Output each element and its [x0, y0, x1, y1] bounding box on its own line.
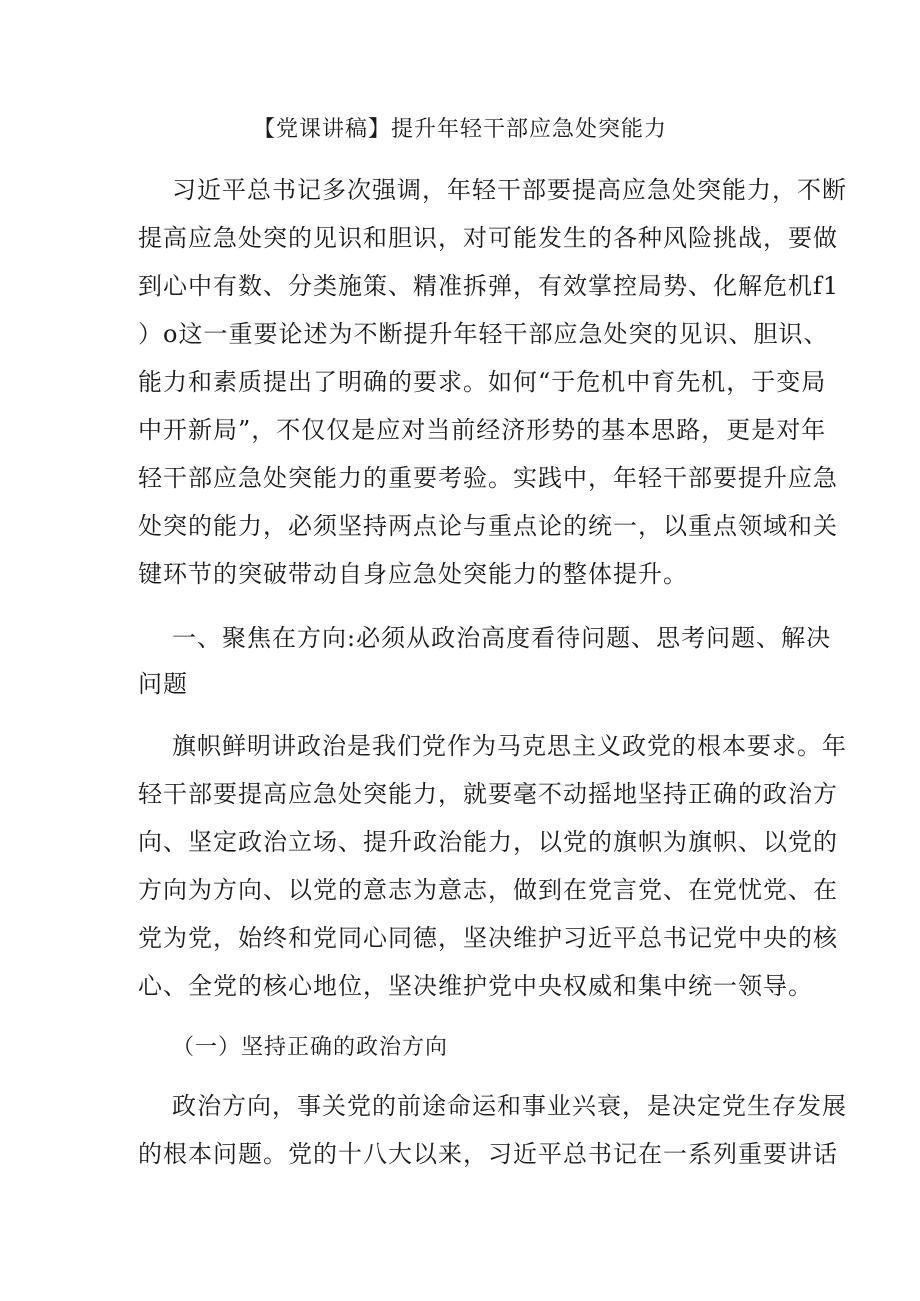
paragraph-line: 轻干部应急处突能力的重要考验。实践中，年轻干部要提升应急 — [138, 464, 838, 492]
paragraph-line: ）o这一重要论述为不断提升年轻干部应急处突的见识、胆识、 — [138, 320, 829, 348]
document-title: 【党课讲稿】提升年轻干部应急处突能力 — [252, 117, 667, 142]
paragraph-line: 向、坚定政治立场、提升政治能力，以党的旗帜为旗帜、以党的 — [138, 828, 838, 856]
paragraph-line: 处突的能力，必须坚持两点论与重点论的统一，以重点领域和关 — [138, 512, 838, 540]
paragraph-line: 中开新局”，不仅仅是应对当前经济形势的基本思路，更是对年 — [138, 416, 827, 444]
paragraph-line: 的根本问题。党的十八大以来，习近平总书记在一系列重要讲话 — [138, 1140, 838, 1168]
sub-heading: （一）坚持正确的政治方向 — [172, 1035, 449, 1060]
paragraph-line: 方向为方向、以党的意志为意志，做到在党言党、在党忧党、在 — [138, 876, 838, 904]
paragraph-line: 政治方向，事关党的前途命运和事业兴衰，是决定党生存发展 — [172, 1092, 847, 1120]
paragraph-line: 到心中有数、分类施策、精准拆弹，有效掌控局势、化解危机f1 — [138, 272, 840, 300]
paragraph-line: 键环节的突破带动自身应急处突能力的整体提升。 — [138, 560, 688, 588]
section-heading-line: 一、聚焦在方向:必须从政治高度看待问题、思考问题、解决 — [172, 624, 832, 652]
paragraph-line: 提高应急处突的见识和胆识，对可能发生的各种风险挑战，要做 — [138, 224, 838, 252]
section-heading-line: 问题 — [138, 670, 188, 698]
paragraph-line: 旗帜鲜明讲政治是我们党作为马克思主义政党的根本要求。年 — [172, 732, 847, 760]
paragraph-line: 轻干部要提高应急处突能力，就要毫不动摇地坚持正确的政治方 — [138, 780, 838, 808]
paragraph-line: 心、全党的核心地位，坚决维护党中央权威和集中统一领导。 — [138, 972, 813, 1000]
paragraph-line: 能力和素质提出了明确的要求。如何“于危机中育先机，于变局 — [138, 368, 827, 396]
paragraph-line: 习近平总书记多次强调，年轻干部要提高应急处突能力，不断 — [172, 176, 847, 204]
paragraph-line: 党为党，始终和党同心同德，坚决维护习近平总书记党中央的核 — [138, 924, 838, 952]
